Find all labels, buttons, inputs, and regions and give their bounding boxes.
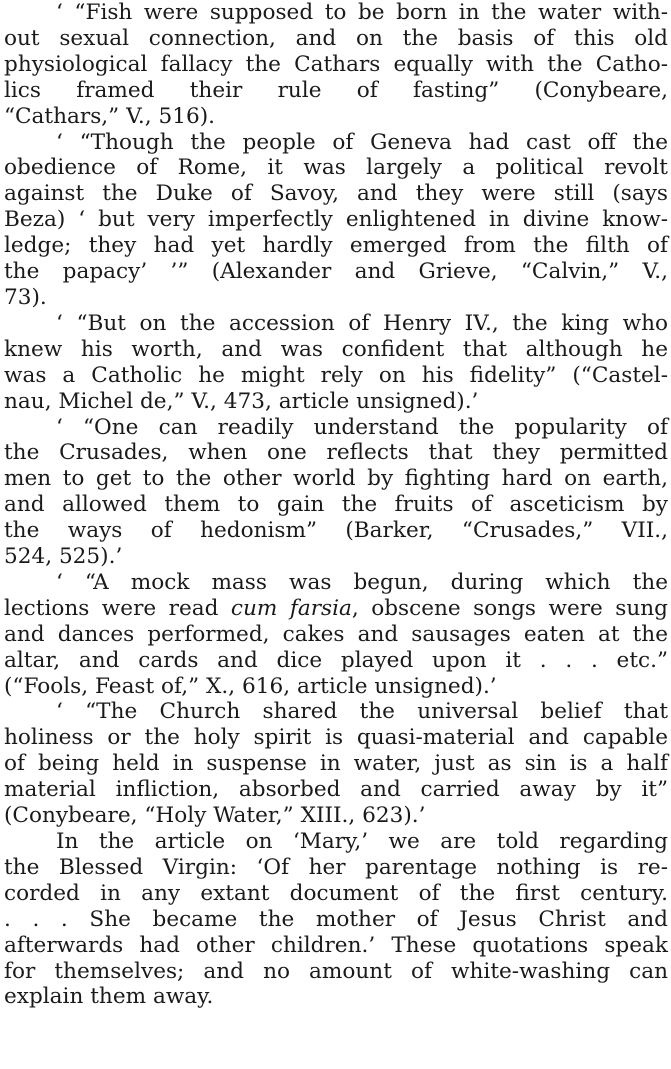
quote-paragraph-henry <box>4 311 668 415</box>
text-line: nau, Michel de,” V., 473, article unsigned).’ <box>4 388 479 414</box>
text-line: ledge; they had yet hardly emerged from the filth of <box>4 233 668 259</box>
text-line: altar, and cards and dice played upon it . . . etc.” <box>4 647 668 673</box>
quote-paragraph-fish <box>4 0 668 130</box>
text-line: ‘ “Though the people of Geneva had cast off the <box>56 129 668 155</box>
text-line: material infliction, absorbed and carried away by it” <box>4 777 668 803</box>
text-line: corded in any extant document of the first century. <box>4 880 668 906</box>
text-line: In the article on ‘Mary,’ we are told regarding <box>56 829 668 854</box>
text-line: afterwards had other children.’ These quotations speak <box>4 932 668 958</box>
text-line: the papacy’ ’” (Alexander and Grieve, “Calvin,” V., <box>4 259 668 285</box>
text-line: lics framed their rule of fasting” (Conybeare, <box>4 77 668 103</box>
text-line: “Cathars,” V., 516). <box>4 103 215 129</box>
text-line: ‘ “The Church shared the universal belief that <box>56 699 668 725</box>
quote-paragraph-crusades <box>4 415 668 570</box>
text-line: of being held in suspense in water, just as sin is a half <box>4 751 668 777</box>
text-line: the Blessed Virgin: ‘Of her parentage nothing is re- <box>4 854 668 880</box>
text-line: ‘ “One can readily understand the popularity of <box>56 414 668 440</box>
quote-paragraph-geneva <box>4 130 668 311</box>
text-line: physiological fallacy the Cathars equally with the Catho- <box>4 51 668 77</box>
text-line: ‘ “But on the accession of Henry IV., the king who <box>56 310 668 336</box>
text-line: ‘ “A mock mass was begun, during which the <box>56 569 668 595</box>
text-line: (Conybeare, “Holy Water,” XIII., 623).’ <box>4 803 426 829</box>
text-line: Beza) ‘ but very imperfectly enlightened in divine know- <box>4 207 668 233</box>
text-line: obedience of Rome, it was largely a political revolt <box>4 155 668 181</box>
text-line: holiness or the holy spirit is quasi-material and capable <box>4 725 668 751</box>
text-line: was a Catholic he might rely on his fidelity” (“Castel- <box>4 362 668 388</box>
text-line: 73). <box>4 284 47 310</box>
text-line: ‘ “Fish were supposed to be born in the water with- <box>56 0 668 25</box>
text-line: for themselves; and no amount of white-washing can <box>4 958 668 984</box>
closing-paragraph-mary <box>4 829 668 1010</box>
text-line: the ways of hedonism” (Barker, “Crusades,” VII., <box>4 518 668 544</box>
text-line: explain them away. <box>4 984 214 1010</box>
document-page <box>4 0 668 1010</box>
text-line: knew his worth, and was confident that although he <box>4 336 668 362</box>
text-line: men to get to the other world by fighting hard on earth, <box>4 466 668 492</box>
text-line: out sexual connection, and on the basis of this old <box>4 25 668 51</box>
text-line: (“Fools, Feast of,” X., 616, article unsigned).’ <box>4 673 497 699</box>
italic-phrase: cum farsia <box>230 595 352 621</box>
text-line: and allowed them to gain the fruits of asceticism by <box>4 492 668 518</box>
text-line: and dances performed, cakes and sausages eaten at the <box>4 621 668 647</box>
quote-paragraph-holy-water <box>4 699 668 829</box>
text-line: against the Duke of Savoy, and they were still (says <box>4 181 668 207</box>
text-line: . . . She became the mother of Jesus Christ and <box>4 906 668 932</box>
text-line: the Crusades, when one reflects that they permitted <box>4 440 668 466</box>
text-line: 524, 525).’ <box>4 544 123 570</box>
text-line: lections were read cum farsia, obscene songs were sung <box>4 595 668 621</box>
quote-paragraph-fools <box>4 570 668 700</box>
